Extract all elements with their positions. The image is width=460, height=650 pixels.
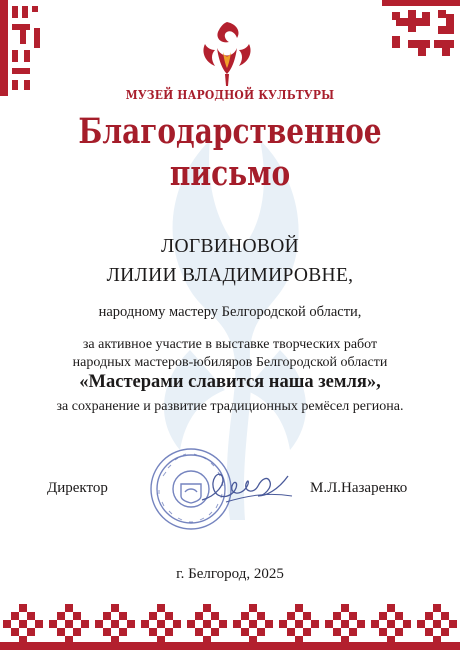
signatory-role: Директор <box>47 480 108 496</box>
museum-name: МУЗЕЙ НАРОДНОЙ КУЛЬТУРЫ <box>125 87 335 102</box>
document-title-line-2: письмо <box>169 153 291 194</box>
firebird-logo-icon <box>197 18 257 90</box>
body-text-line-1: за активное участие в выставке творческих работ <box>82 337 378 352</box>
document-title-line-1: Благодарственное <box>78 111 382 152</box>
recipient-title: народному мастеру Белгородской области, <box>98 304 362 320</box>
recipient-surname: ЛОГВИНОВОЙ <box>160 236 299 257</box>
handwritten-signature <box>196 466 296 510</box>
body-text-line-3: за сохранение и развитие традиционных ремёсел региона. <box>56 399 404 414</box>
city-and-year: г. Белгород, 2025 <box>176 566 284 582</box>
corner-ornament-top-right <box>382 0 460 58</box>
exhibition-name: «Мастерами славится наша земля», <box>79 372 381 392</box>
recipient-given-names: ЛИЛИИ ВЛАДИМИРОВНЕ, <box>106 265 354 286</box>
body-text-line-2: народных мастеров-юбиляров Белгородской области <box>72 355 388 370</box>
bottom-ornament-border <box>0 598 460 650</box>
signatory-name: М.Л.Назаренко <box>310 480 408 496</box>
corner-ornament-top-left <box>0 0 60 96</box>
